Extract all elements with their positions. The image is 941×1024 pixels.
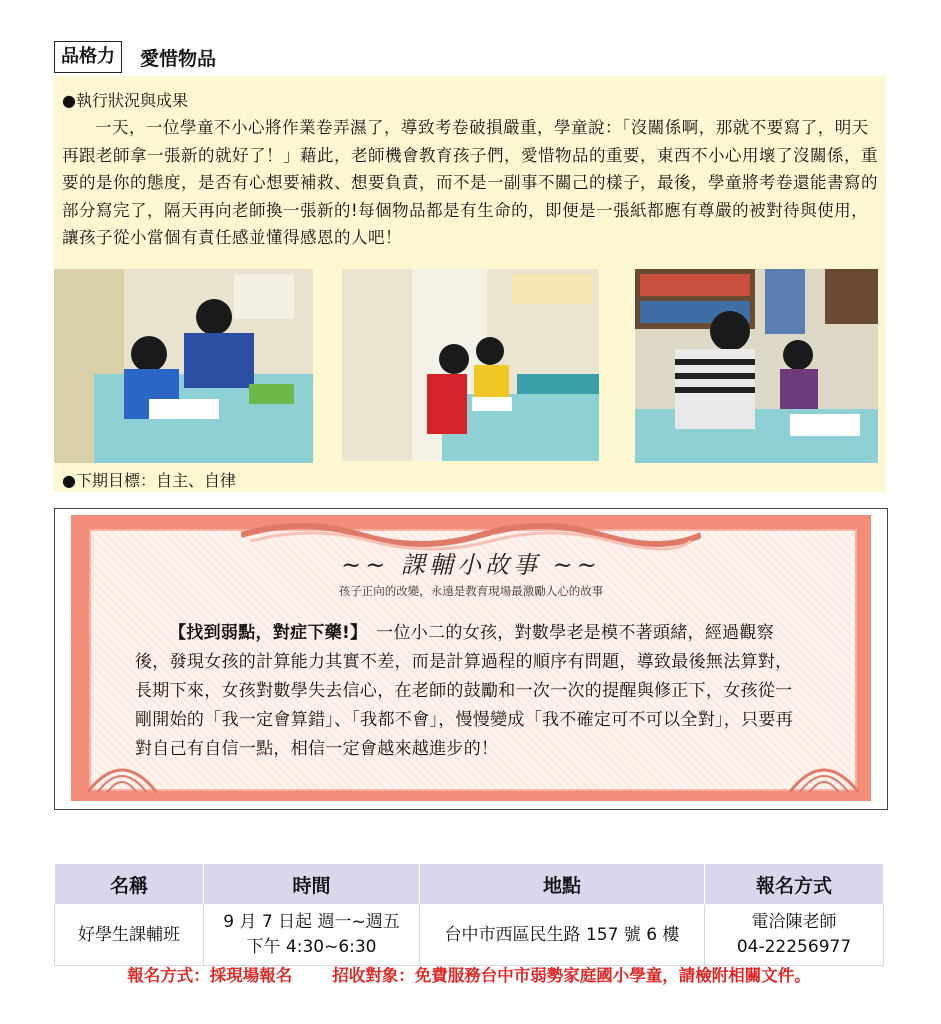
story-certificate [54, 508, 888, 810]
header-signup: 報名方式 [705, 864, 884, 905]
photo-two-girls [342, 269, 599, 461]
cell-time-line2: 下午 4:30~6:30 [246, 937, 377, 957]
photo-library-tutoring [635, 269, 878, 463]
header-time: 時間 [204, 864, 420, 905]
execution-panel [54, 76, 886, 492]
execution-body: 一天，一位學童不小心將作業卷弄濕了，導致考卷破損嚴重，學童說：「沒關係啊，那就不要寫了，明天再跟老師拿一張新的就好了！」藉此，老師機會教育孩子們，愛惜物品的重要，東西不小心用壞了沒關係，重要的是你的態度，是否有心想要補救、想要負責，而不是一副事不關己的樣子，最後，學童將考卷還能書寫的部分寫完了，隔天再向老師換一張新的!每個物品都是有生命的，即便是一張紙都應有尊嚴的被對待與使用，讓孩子從小當個有責任感並懂得感恩的人吧！ [62, 118, 878, 247]
cell-place: 台中市西區民生路 157 號 6 樓 [420, 905, 705, 966]
story-subtitle: 孩子正向的改變，永遠是教育現場最激勵人心的故事 [338, 584, 604, 598]
cell-time-line1: 9 月 7 日起 週一~週五 [223, 912, 400, 932]
header-name: 名稱 [55, 864, 204, 905]
execution-heading: ●執行狀況與成果 [62, 91, 188, 110]
info-table [54, 863, 884, 966]
story-lead: 【找到弱點，對症下藥!】 [169, 623, 359, 643]
category-tag: 品格力 [54, 41, 122, 73]
cell-contact [705, 905, 884, 966]
story-title: ~~ 課輔小故事 ~~ [341, 551, 601, 579]
footer-target: 招收對象：免費服務台中市弱勢家庭國小學童，請檢附相關文件。 [332, 966, 811, 985]
header-place: 地點 [420, 864, 705, 905]
cell-name: 好學生課輔班 [55, 905, 204, 966]
table-row [55, 905, 884, 966]
story-text [135, 619, 807, 764]
cell-contact-line1: 電洽陳老師 [751, 912, 837, 932]
photo-tutor-boy [54, 269, 313, 463]
cell-contact-phone: 04-22256977 [736, 937, 852, 957]
table-header-row [55, 864, 884, 905]
section-header [54, 40, 216, 74]
footer-note [54, 962, 884, 986]
story-body: 一位小二的女孩，對數學老是模不著頭緒，經過觀察後，發現女孩的計算能力其實不差，而是計算過程的順序有問題，導致最後無法算對，長期下來，女孩對數學失去信心，在老師的鼓勵和一次一次的提醒與修正下，女孩從一剛開始的「我一定會算錯」、「我都不會」，慢慢變成「我不確定可不可以全對」，只要再對自己有自信一點，相信一定會越來越進步的！ [135, 623, 793, 759]
cell-time [204, 905, 420, 966]
next-goal: ●下期目標：自主、自律 [62, 471, 236, 490]
footer-signup: 報名方式：採現場報名 [127, 966, 293, 985]
section-title: 愛惜物品 [140, 47, 217, 70]
